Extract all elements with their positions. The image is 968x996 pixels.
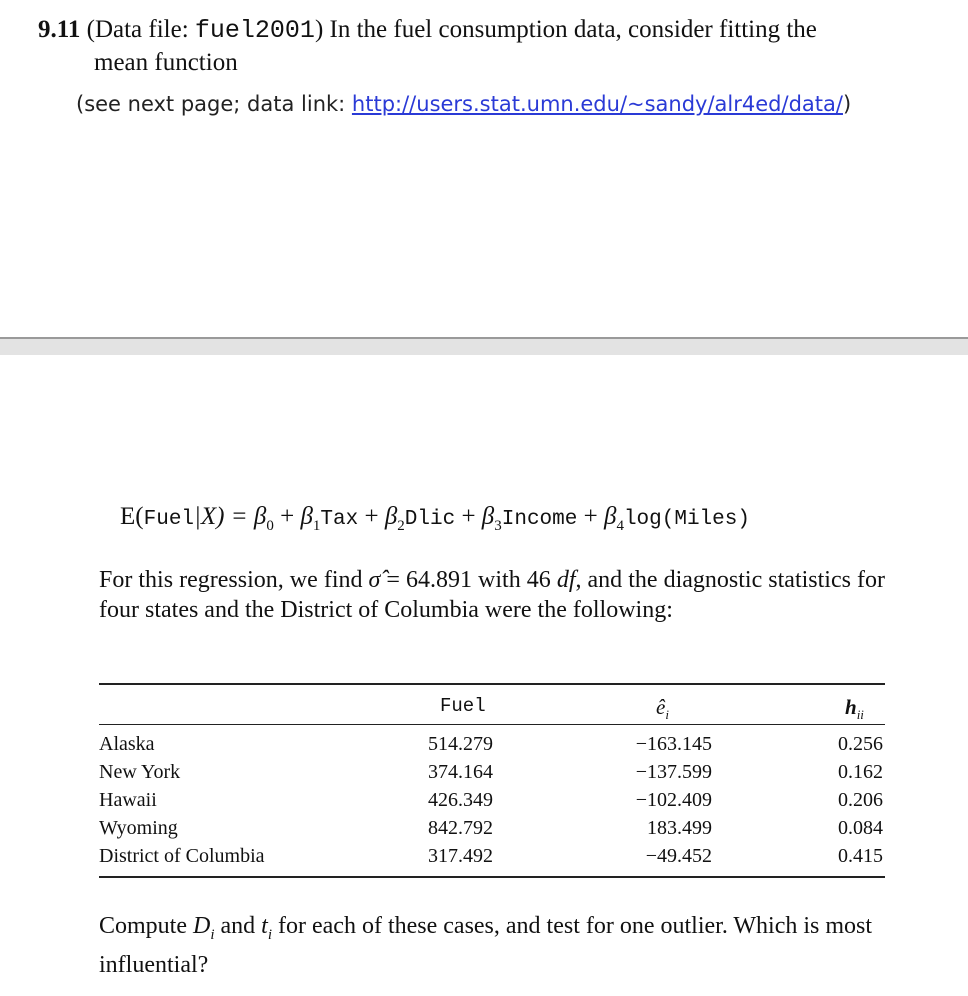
- q-part-2: and: [214, 913, 262, 939]
- q-part-3: for each of these cases, and test for one outlier. Which is most influential?: [99, 913, 873, 978]
- q-part-1: Compute: [99, 913, 193, 939]
- row-residual: −163.145: [635, 733, 712, 755]
- header-fuel: Fuel: [440, 695, 486, 717]
- eq-op-1: +: [358, 503, 385, 530]
- table-top-rule: [99, 683, 885, 685]
- header-leverage-symbol: h: [845, 695, 857, 719]
- note-prefix: (see next page; data link:: [76, 92, 352, 116]
- eq-var-tax: Tax: [320, 508, 359, 531]
- header-residual: [656, 695, 669, 723]
- note-suffix: ): [842, 92, 852, 116]
- eq-beta2: β: [384, 503, 398, 530]
- table-header-rule: [99, 724, 885, 725]
- problem-line-2: mean function: [94, 49, 238, 76]
- row-residual: −102.409: [635, 789, 712, 811]
- row-fuel: 514.279: [428, 733, 493, 755]
- data-file-name: fuel2001: [194, 16, 315, 45]
- eq-sub-4: 4: [616, 518, 624, 534]
- row-fuel: 426.349: [428, 789, 493, 811]
- eq-beta4: β: [603, 503, 617, 530]
- row-name: Hawaii: [99, 789, 157, 811]
- row-name: Wyoming: [99, 817, 178, 839]
- q-t: t: [261, 913, 268, 939]
- row-name: Alaska: [99, 733, 155, 755]
- row-fuel: 374.164: [428, 761, 493, 783]
- eq-var-logmiles: log(Miles): [623, 508, 750, 531]
- row-residual: −49.452: [645, 845, 712, 867]
- row-name: District of Columbia: [99, 845, 265, 867]
- row-leverage: 0.206: [838, 789, 883, 811]
- sigma-hat: σ̂: [368, 567, 381, 593]
- row-fuel: 842.792: [428, 817, 493, 839]
- row-leverage: 0.084: [838, 817, 883, 839]
- eq-op-0: +: [273, 503, 301, 530]
- eq-lhs-open: E(: [120, 503, 144, 530]
- header-leverage-sub: ii: [856, 707, 864, 723]
- eq-beta3: β: [481, 503, 495, 530]
- q-d-sub: i: [210, 926, 215, 943]
- row-leverage: 0.162: [838, 761, 883, 783]
- eq-sub-0: 0: [266, 518, 274, 534]
- eq-sub-1: 1: [312, 518, 321, 534]
- eq-op-3: +: [577, 503, 604, 530]
- intro-open: (Data file:: [86, 16, 195, 43]
- problem-number: 9.11: [38, 16, 81, 43]
- problem-line-1: [38, 14, 938, 47]
- data-link-note: [76, 92, 851, 116]
- table-bottom-rule: [99, 876, 885, 878]
- row-residual: 183.499: [647, 817, 712, 839]
- mean-function-equation: [120, 503, 750, 535]
- eq-sub-2: 2: [397, 518, 405, 534]
- row-leverage: 0.256: [838, 733, 883, 755]
- intro-close: ) In the fuel consumption data, consider fitting the: [314, 16, 817, 43]
- eq-sub-3: 3: [494, 518, 502, 534]
- eq-var-dlic: Dlic: [404, 508, 456, 531]
- para-mid: = 64.891 with 46: [380, 567, 557, 593]
- para-after: , and the diagnostic statistics for four states and the District of Columbia were the following:: [99, 567, 885, 623]
- eq-beta0: β: [253, 503, 267, 530]
- header-residual-symbol: ê: [656, 695, 666, 719]
- data-link[interactable]: http://users.stat.umn.edu/~sandy/alr4ed/data/: [351, 92, 843, 116]
- eq-lhs-var: Fuel: [143, 508, 195, 531]
- eq-beta1: β: [300, 503, 313, 530]
- q-t-sub: i: [267, 926, 273, 943]
- question-text: [99, 911, 899, 980]
- problem-statement: [38, 14, 938, 79]
- header-leverage: [845, 695, 864, 723]
- row-leverage: 0.415: [838, 845, 883, 867]
- q-d: D: [193, 913, 211, 939]
- row-name: New York: [99, 761, 181, 783]
- eq-op-2: +: [455, 503, 482, 530]
- header-residual-sub: i: [665, 707, 669, 723]
- eq-var-income: Income: [501, 508, 578, 531]
- page-divider: [0, 339, 968, 355]
- eq-lhs-given: |X) =: [194, 503, 254, 530]
- para-before: For this regression, we find: [99, 567, 369, 593]
- df-label: df: [556, 567, 576, 593]
- regression-paragraph: [99, 565, 885, 625]
- row-fuel: 317.492: [428, 845, 493, 867]
- row-residual: −137.599: [635, 761, 712, 783]
